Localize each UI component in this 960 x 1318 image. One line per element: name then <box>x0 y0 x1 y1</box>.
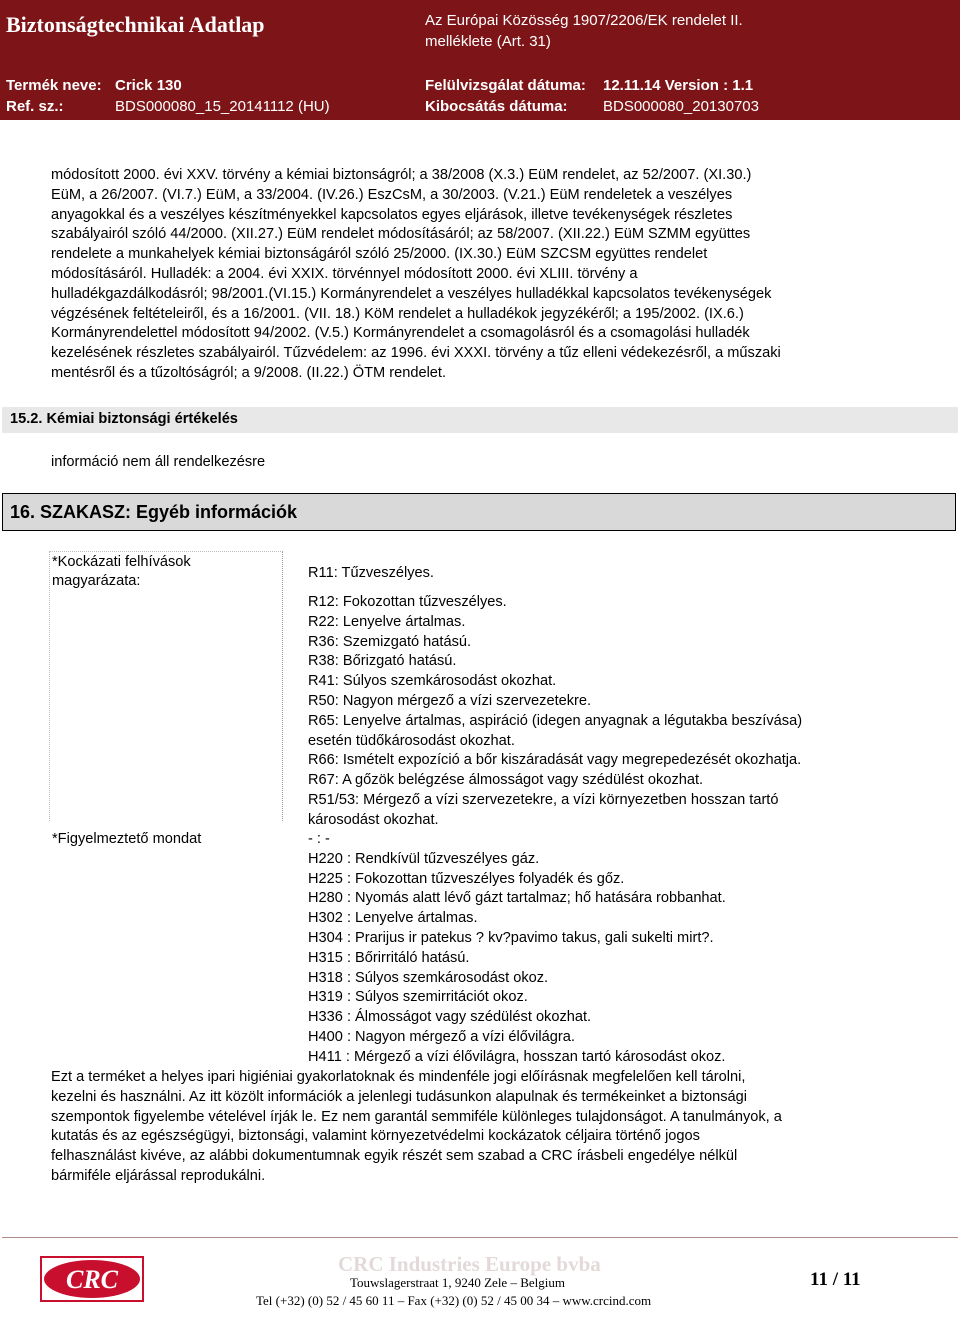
paragraph-line: végzésének feltételeiről, és a 16/2001. (VII. 18.) KöM rendelet a hulladékok jegyzékéről; a 195/2002. (IX.6.) <box>51 305 744 322</box>
hazard-phrase: H336 : Álmosságot vagy szédülést okozhat. <box>308 1009 592 1026</box>
product-name-value: Crick 130 <box>115 77 182 94</box>
company-contact: Tel (+32) (0) 52 / 45 60 11 – Fax (+32) (0) 52 / 45 00 34 – www.crcind.com <box>256 1293 652 1308</box>
regulations-paragraph <box>51 166 916 384</box>
risk-phrase: R11: Tűzveszélyes. <box>308 565 434 581</box>
document-title: Biztonságtechnikai Adatlap <box>6 12 265 37</box>
risk-phrase: R41: Súlyos szemkárosodást okozhat. <box>308 673 557 690</box>
hazard-phrase: H411 : Mérgező a vízi élővilágra, hosszan tartó károsodást okoz. <box>308 1048 726 1065</box>
hazard-phrases-list <box>308 830 726 1068</box>
paragraph-line: szabályairól szóló 44/2000. (XII.27.) EüM rendelet módosításáról; az 58/2007. (XII.22.) EüM SZMM együttes <box>51 226 751 243</box>
risk-label-cell <box>49 551 283 821</box>
hazard-phrase: H220 : Rendkívül tűzveszélyes gáz. <box>308 850 540 867</box>
risk-phrase: R66: Ismételt expozíció a bőr kiszáradását vagy megrepedezését okozhatja. <box>308 752 802 769</box>
risk-phrase: R51/53: Mérgező a vízi szervezetekre, a vízi környezetben hosszan tartó <box>308 791 779 808</box>
section-15-2-heading <box>2 407 958 433</box>
risk-phrase: R67: A gőzök belégzése álmosságot vagy szédülést okozhat. <box>308 772 704 789</box>
paragraph-line: mentésről és a tűzoltóságról; a 9/2008. (II.22.) ÖTM rendelet. <box>51 364 447 381</box>
risk-phrase: R22: Lenyelve ártalmas. <box>308 613 466 630</box>
regulation-line-1: Az Európai Közösség 1907/2206/EK rendelet II. <box>425 12 743 29</box>
disclaimer-line: kutatás és az egészségügyi, biztonsági, valamint környezetvédelmi kockázatok céljaira történő jogos <box>51 1128 700 1145</box>
hazard-phrase: H304 : Prarijus ir patekus ? kv?pavimo takus, gali sukelti mirt?. <box>308 929 714 946</box>
crc-logo <box>40 1256 144 1302</box>
svg-text:CRC: CRC <box>65 1265 119 1294</box>
section-16-title: 16. SZAKASZ: Egyéb információk <box>10 502 298 522</box>
regulation-line-2: melléklete (Art. 31) <box>425 33 551 50</box>
hazard-phrase: H318 : Súlyos szemkárosodást okoz. <box>308 969 549 986</box>
risk-phrase: R12: Fokozottan tűzveszélyes. <box>308 594 507 610</box>
hazard-phrase: H315 : Bőrirritáló hatású. <box>308 949 470 966</box>
paragraph-line: módosított 2000. évi XXV. törvény a kémiai biztonságról; a 38/2008 (X.3.) EüM rendelet, az 52/2007. (XI.30.) <box>51 167 752 183</box>
product-name-label: Termék neve: <box>6 77 102 94</box>
hazard-phrase: H280 : Nyomás alatt lévő gázt tartalmaz; hő hatására robbanhat. <box>308 890 726 907</box>
revision-date-value: 12.11.14 Version : 1.1 <box>603 77 754 94</box>
hazard-phrase: H225 : Fokozottan tűzveszélyes folyadék és gőz. <box>308 870 625 887</box>
paragraph-line: kezelésének részletes szabályairól. Tűzvédelem: az 1996. évi XXXI. törvény a tűz elleni védekezésről, a műszaki <box>51 345 781 362</box>
hazard-phrase: H400 : Nagyon mérgező a vízi élővilágra. <box>308 1028 575 1045</box>
risk-phrase: R65: Lenyelve ártalmas, aspiráció (idegen anyagnak a légutakba beszívása) <box>308 712 803 729</box>
section-15-2-text: információ nem áll rendelkezésre <box>51 454 266 470</box>
company-name: CRC Industries Europe bvba <box>338 1252 601 1276</box>
footer-divider <box>2 1237 958 1238</box>
issue-date-value: BDS000080_20130703 <box>603 98 759 115</box>
warning-phrases-label: *Figyelmeztető mondat <box>52 831 202 847</box>
disclaimer-line: kezelni és használni. Az itt közölt információk a jelenlegi tudásunkon alapulnak és termékeinket a biztonsági <box>51 1088 748 1105</box>
issue-date-label: Kibocsátás dátuma: <box>425 98 568 115</box>
risk-phrase: R50: Nagyon mérgező a vízi szervezetekre. <box>308 692 592 709</box>
paragraph-line: anyagokkal és a veszélyes készítményekkel kapcsolatos egyes eljárások, illetve tevékenységek részletes <box>51 206 733 223</box>
paragraph-line: módosításáról. Hulladék: a 2004. évi XXIX. törvénnyel módosított 2000. évi XLIII. törvény a <box>51 265 638 282</box>
risk-phrases-list <box>308 593 802 831</box>
revision-date-label: Felülvizsgálat dátuma: <box>425 77 586 94</box>
section-15-2-title: 15.2. Kémiai biztonsági értékelés <box>10 411 238 427</box>
paragraph-line: EüM, a 26/2007. (VI.7.) EüM, a 33/2004. (IV.26.) EszCsM, a 30/2003. (V.21.) EüM rendeletek a veszélyes <box>51 186 733 203</box>
paragraph-line: rendelete a munkahelyek kémiai biztonságáról szóló 25/2000. (IX.30.) EüM SZCSM együttes rendelet <box>51 246 708 263</box>
risk-label-line: magyarázata: <box>52 573 141 589</box>
risk-phrase: károsodást okozhat. <box>308 811 439 828</box>
risk-phrases-label <box>52 553 191 591</box>
ref-number-label: Ref. sz.: <box>6 98 64 115</box>
paragraph-line: Kormányrendelettel módosított 94/2002. (V.5.) Kormányrendelet a csomagolásról és a csomagolási hulladék <box>51 325 750 342</box>
paragraph-line: hulladékgazdálkodásról; 98/2001.(VI.15.) Kormányrendelet a veszélyes hulladékkal kapcsolatos tevékenységek <box>51 285 772 302</box>
disclaimer-paragraph <box>51 1068 916 1187</box>
hazard-phrase: - : - <box>308 831 330 847</box>
ref-number-value: BDS000080_15_20141112 (HU) <box>115 98 330 115</box>
risk-phrase: R36: Szemizgató hatású. <box>308 633 472 650</box>
section-16-heading <box>2 493 956 531</box>
disclaimer-line: felhasználást kivéve, az alábbi dokumentumnak egyik részét sem szabad a CRC írásbeli engedélye nélkül <box>51 1148 738 1165</box>
risk-phrase: R38: Bőrizgató hatású. <box>308 653 457 670</box>
disclaimer-line: szempontok figyelembe vételével írják le. Ez nem garantál semmiféle különleges tulajdonságot. A tanulmányok, a <box>51 1108 782 1125</box>
disclaimer-line: bármiféle eljárással reprodukálni. <box>51 1167 266 1184</box>
regulation-reference <box>425 10 743 52</box>
risk-phrase: esetén tüdőkárosodást okozhat. <box>308 732 515 749</box>
risk-phrase-first <box>308 564 434 584</box>
risk-label-line: *Kockázati felhívások <box>52 554 191 570</box>
hazard-phrase: H302 : Lenyelve ártalmas. <box>308 910 478 927</box>
hazard-phrase: H319 : Súlyos szemirritációt okoz. <box>308 989 528 1006</box>
company-address: Touwslagerstraat 1, 9240 Zele – Belgium <box>350 1275 565 1290</box>
disclaimer-line: Ezt a terméket a helyes ipari higiéniai gyakorlatoknak és mindenféle jogi előírásnak megfelelően kell tárolni, <box>51 1069 746 1085</box>
page-number: 11 / 11 <box>810 1269 861 1290</box>
